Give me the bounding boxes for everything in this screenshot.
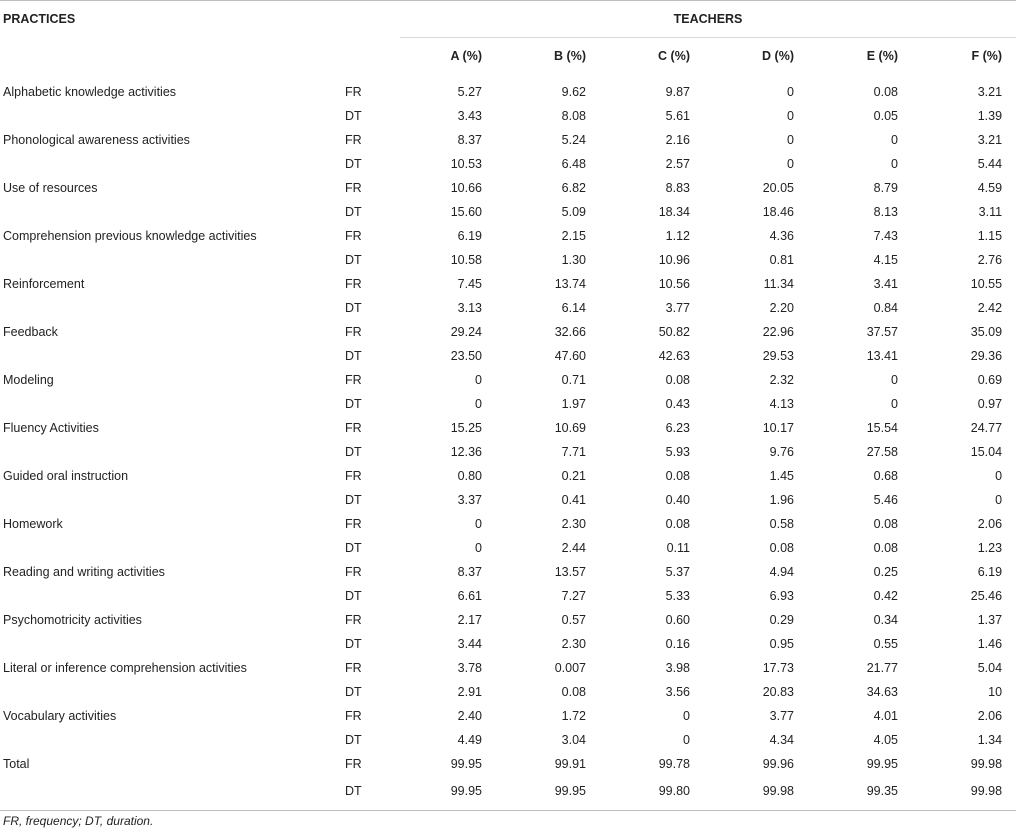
cell-d-fr: 3.77 [769,709,794,723]
practice-label: Psychomotricity activities [3,613,142,627]
cell-c-dt: 3.77 [665,301,690,315]
cell-e-fr: 7.43 [873,229,898,243]
cell-f-dt: 1.46 [977,637,1003,651]
table-row [0,704,1016,728]
table-row [0,728,1016,752]
cell-e-dt: 0.08 [873,541,898,555]
cell-b-dt: 1.30 [561,253,586,267]
cell-b-dt: 8.08 [561,109,586,123]
table-row [0,296,1016,320]
cell-a-fr: 0.80 [457,469,482,483]
cell-f-dt: 15.04 [970,445,1003,459]
cell-d-fr: 4.36 [769,229,794,243]
table-row [0,464,1016,488]
cell-d-fr: 20.05 [762,181,794,195]
cell-c-fr: 50.82 [658,325,690,339]
cell-b-dt: 7.27 [561,589,586,603]
cell-f-fr: 0 [995,469,1003,483]
cell-a-dt: 10.53 [450,157,482,171]
cell-e-dt: 34.63 [866,685,898,699]
cell-f-dt: 1.34 [977,733,1003,747]
cell-a-dt: 3.37 [457,493,482,507]
cell-f-dt: 2.76 [977,253,1003,267]
cell-c-fr: 10.56 [658,277,690,291]
teachers-header: TEACHERS [400,1,1016,38]
cell-e-dt: 0.05 [873,109,898,123]
duration-code: DT [345,445,362,459]
cell-e-dt: 0.42 [873,589,898,603]
cell-b-dt: 1.97 [561,397,586,411]
table-row [0,272,1016,296]
cell-b-fr: 2.30 [561,517,586,531]
frequency-code: FR [345,565,362,579]
cell-e-dt: 0 [891,397,898,411]
cell-c-fr: 0.08 [665,469,690,483]
cell-f-fr: 24.77 [970,421,1003,435]
cell-b-fr: 2.15 [561,229,586,243]
cell-b-dt: 47.60 [554,349,586,363]
cell-c-fr: 9.87 [665,85,690,99]
table-row [0,392,1016,416]
cell-a-dt: 3.44 [457,637,482,651]
cell-e-dt: 4.15 [873,253,898,267]
cell-f-fr: 0.69 [977,373,1003,387]
table-row [0,536,1016,560]
cell-f-dt: 1.23 [977,541,1003,555]
cell-a-dt: 99.95 [400,776,496,811]
table-row [0,560,1016,584]
practice-label: Total [3,757,30,771]
table-row [0,656,1016,680]
table-row [0,368,1016,392]
cell-e-dt: 0.84 [873,301,898,315]
duration-code: DT [345,493,362,507]
cell-b-dt: 6.14 [561,301,586,315]
cell-a-fr: 3.78 [457,661,482,675]
cell-c-dt: 10.96 [658,253,690,267]
cell-f-dt: 3.11 [978,205,1003,219]
cell-e-dt: 8.13 [873,205,898,219]
cell-a-fr: 7.45 [457,277,482,291]
cell-d-dt: 29.53 [762,349,794,363]
cell-e-dt: 4.05 [873,733,898,747]
header-row-2 [0,38,1016,75]
cell-e-dt: 99.35 [808,776,912,811]
cell-a-fr: 2.17 [457,613,482,627]
cell-d-dt: 4.34 [769,733,794,747]
duration-code: DT [345,301,362,315]
cell-f-dt: 2.42 [977,301,1003,315]
table-row [0,776,1016,811]
cell-b-fr: 13.57 [554,565,586,579]
cell-f-dt: 99.98 [912,776,1016,811]
column-header-e: E (%) [808,38,912,75]
cell-f-fr: 3.21 [977,85,1003,99]
frequency-code: FR [345,757,362,771]
cell-b-fr: 13.74 [554,277,586,291]
cell-d-dt: 0.81 [769,253,794,267]
table-row [0,200,1016,224]
cell-a-fr: 15.25 [450,421,482,435]
cell-b-fr: 0.57 [561,613,586,627]
cell-c-fr: 99.78 [658,757,690,771]
practices-header: PRACTICES [0,1,340,38]
cell-a-dt: 2.91 [457,685,482,699]
cell-e-fr: 4.01 [873,709,898,723]
frequency-code: FR [345,661,362,675]
cell-b-fr: 5.24 [561,133,586,147]
cell-b-dt: 3.04 [561,733,586,747]
cell-c-dt: 3.56 [665,685,690,699]
duration-code: DT [345,253,362,267]
cell-c-dt: 5.61 [665,109,690,123]
cell-e-fr: 0.08 [873,85,898,99]
duration-code: DT [345,541,362,555]
frequency-code: FR [345,517,362,531]
cell-b-fr: 9.62 [561,85,586,99]
cell-c-dt: 99.80 [600,776,704,811]
cell-f-fr: 6.19 [977,565,1003,579]
column-header-f: F (%) [912,38,1016,75]
header-row-1 [0,1,1016,38]
cell-e-dt: 0.55 [873,637,898,651]
cell-d-fr: 17.73 [762,661,794,675]
cell-c-dt: 2.57 [665,157,690,171]
table-row [0,632,1016,656]
cell-e-dt: 27.58 [866,445,898,459]
cell-a-dt: 10.58 [450,253,482,267]
cell-d-dt: 0 [787,157,794,171]
cell-d-fr: 0.58 [769,517,794,531]
table-row [0,584,1016,608]
table-row [0,488,1016,512]
cell-f-fr: 10.55 [970,277,1003,291]
practice-label: Comprehension previous knowledge activities [3,229,257,243]
cell-c-fr: 2.16 [665,133,690,147]
cell-f-fr: 5.04 [977,661,1003,675]
duration-code: DT [345,205,362,219]
cell-c-fr: 1.12 [665,229,690,243]
cell-e-fr: 0.25 [873,565,898,579]
cell-f-dt: 0 [995,493,1003,507]
cell-c-dt: 0.43 [665,397,690,411]
cell-b-dt: 5.09 [561,205,586,219]
cell-f-fr: 99.98 [970,757,1003,771]
duration-code: DT [345,349,362,363]
cell-d-fr: 4.94 [769,565,794,579]
cell-b-dt: 7.71 [561,445,586,459]
duration-code: DT [345,589,362,603]
cell-e-fr: 0.68 [873,469,898,483]
duration-code: DT [345,157,362,171]
practice-label: Modeling [3,373,54,387]
cell-b-fr: 0.71 [561,373,586,387]
cell-e-fr: 3.41 [873,277,898,291]
column-header-c: C (%) [600,38,704,75]
column-header-d: D (%) [704,38,808,75]
practice-label: Reading and writing activities [3,565,165,579]
cell-d-dt: 1.96 [769,493,794,507]
cell-b-dt: 0.08 [561,685,586,699]
cell-d-dt: 2.20 [769,301,794,315]
cell-d-fr: 11.34 [763,277,794,291]
cell-e-dt: 13.41 [866,349,898,363]
cell-b-dt: 2.30 [561,637,586,651]
cell-f-fr: 1.15 [977,229,1003,243]
table-row [0,224,1016,248]
cell-f-dt: 1.39 [977,109,1003,123]
cell-c-fr: 0.60 [665,613,690,627]
cell-a-fr: 0 [475,517,482,531]
cell-f-fr: 1.37 [977,613,1003,627]
cell-e-dt: 5.46 [873,493,898,507]
frequency-code: FR [345,85,362,99]
cell-b-dt: 6.48 [561,157,586,171]
cell-a-dt: 4.49 [457,733,482,747]
table-row [0,176,1016,200]
cell-d-fr: 99.96 [762,757,794,771]
cell-d-fr: 0 [787,133,794,147]
cell-c-fr: 8.83 [665,181,690,195]
cell-c-dt: 0.40 [665,493,690,507]
cell-b-fr: 0.007 [554,661,586,675]
cell-c-dt: 18.34 [658,205,690,219]
cell-f-dt: 0.97 [977,397,1003,411]
cell-a-fr: 8.37 [457,133,482,147]
cell-b-dt: 2.44 [561,541,586,555]
frequency-code: FR [345,421,362,435]
frequency-code: FR [345,613,362,627]
cell-f-dt: 10 [988,685,1003,699]
cell-a-fr: 8.37 [457,565,482,579]
cell-f-dt: 29.36 [970,349,1003,363]
duration-code: DT [345,397,362,411]
cell-d-dt: 0 [787,109,794,123]
cell-c-fr: 5.37 [665,565,690,579]
cell-e-fr: 8.79 [873,181,898,195]
duration-code: DT [340,776,400,811]
cell-b-fr: 1.72 [561,709,586,723]
cell-f-fr: 35.09 [970,325,1003,339]
cell-e-fr: 0 [891,373,898,387]
table-row [0,320,1016,344]
cell-e-fr: 37.57 [866,325,898,339]
frequency-code: FR [345,229,362,243]
cell-c-dt: 5.93 [665,445,690,459]
cell-b-fr: 10.69 [554,421,586,435]
practice-label: Fluency Activities [3,421,99,435]
table-row [0,512,1016,536]
table-row [0,344,1016,368]
duration-code: DT [345,637,362,651]
cell-e-dt: 0 [891,157,898,171]
cell-e-fr: 0 [891,133,898,147]
cell-a-fr: 0 [475,373,482,387]
cell-c-dt: 0.16 [665,637,690,651]
cell-b-fr: 0.21 [561,469,586,483]
cell-e-fr: 15.54 [866,421,898,435]
table-body [0,74,1016,811]
practice-label: Alphabetic knowledge activities [3,85,177,99]
cell-f-fr: 2.06 [977,709,1003,723]
duration-code: DT [345,109,362,123]
cell-c-dt: 42.63 [658,349,690,363]
cell-d-dt: 18.46 [762,205,794,219]
cell-d-dt: 0.08 [769,541,794,555]
cell-a-dt: 12.36 [450,445,482,459]
cell-c-fr: 3.98 [665,661,690,675]
frequency-code: FR [345,181,362,195]
cell-c-dt: 5.33 [665,589,690,603]
table-row [0,440,1016,464]
cell-a-fr: 10.66 [450,181,482,195]
cell-b-dt: 99.95 [496,776,600,811]
table-row [0,74,1016,104]
table-row [0,416,1016,440]
cell-d-fr: 22.96 [762,325,794,339]
cell-d-fr: 2.32 [769,373,794,387]
cell-a-fr: 5.27 [457,85,482,99]
cell-d-fr: 0 [787,85,794,99]
practice-label: Guided oral instruction [3,469,129,483]
cell-a-dt: 23.50 [450,349,482,363]
table-footnote: FR, frequency; DT, duration. [3,814,154,828]
duration-code: DT [345,685,362,699]
table-row [0,608,1016,632]
cell-c-fr: 0.08 [665,517,690,531]
cell-d-dt: 99.98 [704,776,808,811]
cell-f-fr: 4.59 [977,181,1003,195]
cell-a-fr: 6.19 [457,229,482,243]
practice-label: Feedback [3,325,58,339]
duration-code: DT [345,733,362,747]
cell-e-fr: 0.34 [873,613,898,627]
cell-d-fr: 0.29 [769,613,794,627]
cell-a-fr: 2.40 [457,709,482,723]
cell-e-fr: 0.08 [873,517,898,531]
cell-f-fr: 3.21 [977,133,1003,147]
practice-label: Phonological awareness activities [3,133,190,147]
cell-d-fr: 10.17 [762,421,794,435]
column-header-a: A (%) [400,38,496,75]
cell-c-dt: 0.11 [666,541,690,555]
table-row [0,752,1016,776]
cell-d-dt: 0.95 [769,637,794,651]
cell-d-dt: 4.13 [769,397,794,411]
cell-b-dt: 0.41 [561,493,586,507]
frequency-code: FR [345,277,362,291]
table-row [0,248,1016,272]
cell-f-dt: 5.44 [977,157,1003,171]
frequency-code: FR [345,469,362,483]
practice-label: Literal or inference comprehension activities [3,661,247,675]
cell-d-dt: 6.93 [769,589,794,603]
cell-a-fr: 99.95 [450,757,482,771]
cell-b-fr: 6.82 [561,181,586,195]
cell-c-fr: 6.23 [665,421,690,435]
table-row [0,152,1016,176]
cell-b-fr: 32.66 [554,325,586,339]
cell-f-dt: 25.46 [970,589,1003,603]
cell-e-fr: 21.77 [866,661,898,675]
cell-d-fr: 1.45 [769,469,794,483]
frequency-code: FR [345,709,362,723]
cell-e-fr: 99.95 [866,757,898,771]
cell-a-dt: 15.60 [450,205,482,219]
practice-label: Use of resources [3,181,98,195]
practice-label: Reinforcement [3,277,85,291]
table-row [0,680,1016,704]
practice-label: Vocabulary activities [3,709,117,723]
frequency-code: FR [345,325,362,339]
cell-d-dt: 9.76 [769,445,794,459]
cell-c-fr: 0.08 [665,373,690,387]
cell-a-dt: 0 [475,541,482,555]
cell-f-fr: 2.06 [977,517,1003,531]
table-row [0,104,1016,128]
cell-a-dt: 3.43 [457,109,482,123]
cell-c-dt: 0 [683,733,690,747]
cell-a-dt: 6.61 [457,589,482,603]
cell-a-fr: 29.24 [450,325,482,339]
frequency-code: FR [345,133,362,147]
cell-a-dt: 3.13 [457,301,482,315]
table-row [0,128,1016,152]
frequency-code: FR [345,373,362,387]
column-header-b: B (%) [496,38,600,75]
cell-b-fr: 99.91 [554,757,586,771]
cell-a-dt: 0 [475,397,482,411]
practice-label: Homework [3,517,63,531]
cell-c-fr: 0 [683,709,690,723]
cell-d-dt: 20.83 [762,685,794,699]
